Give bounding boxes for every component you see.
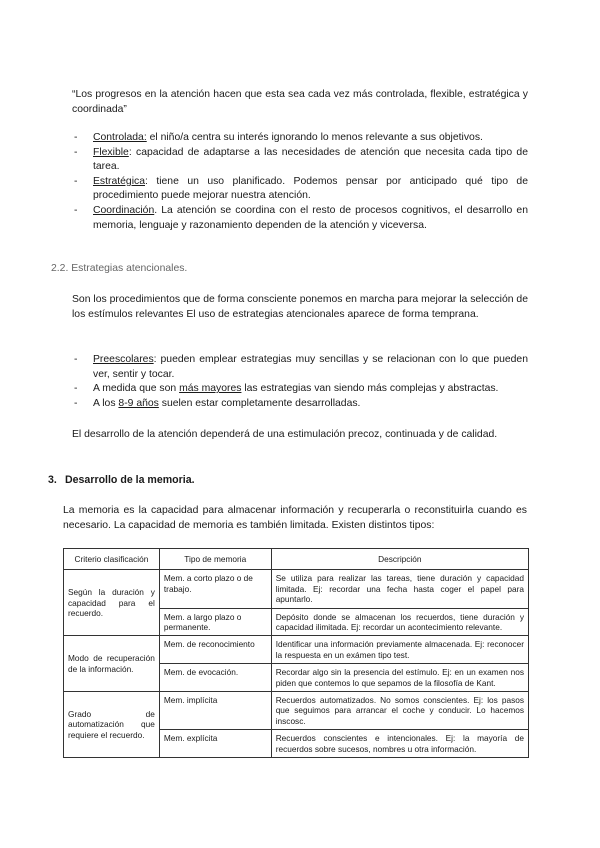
section-2-2-heading: 2.2. Estrategias atencionales.	[51, 263, 188, 274]
memory-type-cell: Mem. implícita	[159, 692, 271, 730]
list-item: - Flexible: capacidad de adaptarse a las necesidades de atención que necesita cada tipo de tarea.	[74, 146, 528, 173]
memory-type-cell: Mem. explícita	[159, 730, 271, 758]
memory-type-cell: Mem. de evocación.	[159, 664, 271, 692]
term-description: . La atención se coordina con el resto de procesos cognitivos, el desarrollo en memoria, lenguaje y razonamiento dependen de la atención y viceversa.	[93, 204, 528, 231]
criterion-cell: Modo de recuperación de la información.	[64, 636, 160, 692]
term-coordinacion: Coordinación	[93, 204, 155, 216]
term-description: el niño/a centra su interés ignorando lo menos relevante a sus objetivos.	[146, 132, 483, 143]
description-cell: Identificar una información previamente almacenada. Ej: reconocer la respuesta en un exámen tipo test.	[271, 636, 528, 664]
list-item: - Estratégica: tiene un uso planificado. Podemos pensar por anticipado qué tipo de procedimiento puede mejorar nuestra atención.	[74, 175, 528, 202]
term-8-9-anos: 8-9 años	[118, 397, 159, 409]
memory-type-cell: Mem. a largo plazo o permanente.	[159, 608, 271, 636]
description-cell: Recuerdos automatizados. No somos conscientes. Ej: los pasos que seguimos para arrancar el coche y conducir. Lo hacemos inscosc.	[271, 692, 528, 730]
header-descripcion: Descripción	[271, 549, 528, 570]
strategies-list	[72, 353, 528, 411]
term-description: : capacidad de adaptarse a las necesidades de atención que necesita cada tipo de tarea.	[93, 146, 528, 173]
memory-type-cell: Mem. a corto plazo o de trabajo.	[159, 570, 271, 608]
header-criterio: Criterio clasificación	[64, 549, 160, 570]
header-tipo: Tipo de memoria	[159, 549, 271, 570]
term-estrategica: Estratégica	[93, 175, 145, 187]
table-row	[64, 570, 529, 608]
memory-paragraph: La memoria es la capacidad para almacenar información y recuperarla o reconstituirla cuando es necesario. La capacidad de memoria es también limitada. Existen distintos tipos:	[63, 505, 527, 531]
term-description: : tiene un uso planificado. Podemos pensar por anticipado qué tipo de procedimiento puede mejorar nuestra atención.	[93, 175, 528, 202]
table-row	[64, 636, 529, 664]
term-preescolares: Preescolares	[93, 354, 154, 365]
list-item: - A los 8-9 años suelen estar completamente desarrolladas.	[74, 397, 361, 409]
attention-characteristics-list	[72, 131, 528, 233]
term-mas-mayores: más mayores	[179, 383, 242, 395]
criterion-cell: Según la duración y capacidad para el recuerdo.	[64, 570, 160, 636]
description-cell: Recordar algo sin la presencia del estímulo. Ej: en un examen nos piden que contemos lo que sepamos de la filosofía de Kant.	[271, 664, 528, 692]
attention-development-paragraph: El desarrollo de la atención dependerá de una estimulación precoz, continuada y de calidad.	[72, 429, 498, 440]
description-cell: Recuerdos conscientes e intencionales. Ej: la mayoría de recuerdos sobre sucesos, nombres u otra información.	[271, 730, 528, 758]
description-cell: Depósito donde se almacenan los recuerdos, tiene duración y capacidad ilimitada. Ej: recordar un acontecimiento relevante.	[271, 608, 528, 636]
description-cell: Se utiliza para realizar las tareas, tiene duración y capacidad limitada. Ej: recordar una fecha hasta coger el papel para apuntarlo.	[271, 570, 528, 608]
criterion-cell: Grado de automatización que requiere el recuerdo.	[64, 692, 160, 758]
memory-types-table	[63, 548, 529, 758]
strategies-paragraph: Son los procedimientos que de forma consciente ponemos en marcha para mejorar la selección de los estímulos relevantes El uso de estrategias atencionales aparece de forma temprana.	[72, 294, 528, 320]
memory-type-cell: Mem. de reconocimiento	[159, 636, 271, 664]
list-item: - A medida que son más mayores las estrategias van siendo más complejas y abstractas.	[74, 383, 499, 395]
table-header-row	[64, 549, 529, 570]
term-controlada: Controlada:	[93, 132, 147, 143]
section-3-heading: 3. Desarrollo de la memoria.	[48, 474, 195, 486]
attention-quote: “Los progresos en la atención hacen que esta sea cada vez más controlada, flexible, estratégica y coordinada”	[72, 89, 528, 115]
list-item: - Preescolares: pueden emplear estrategias muy sencillas y se relacionan con lo que pueden ver, sentir y tocar.	[74, 354, 528, 380]
table-row	[64, 692, 529, 730]
term-flexible: Flexible	[93, 146, 129, 158]
list-item: - Controlada: el niño/a centra su interés ignorando lo menos relevante a sus objetivos.	[74, 132, 483, 143]
list-item: - Coordinación. La atención se coordina con el resto de procesos cognitivos, el desarrollo en memoria, lenguaje y razonamiento dependen de la atención y viceversa.	[74, 204, 528, 231]
